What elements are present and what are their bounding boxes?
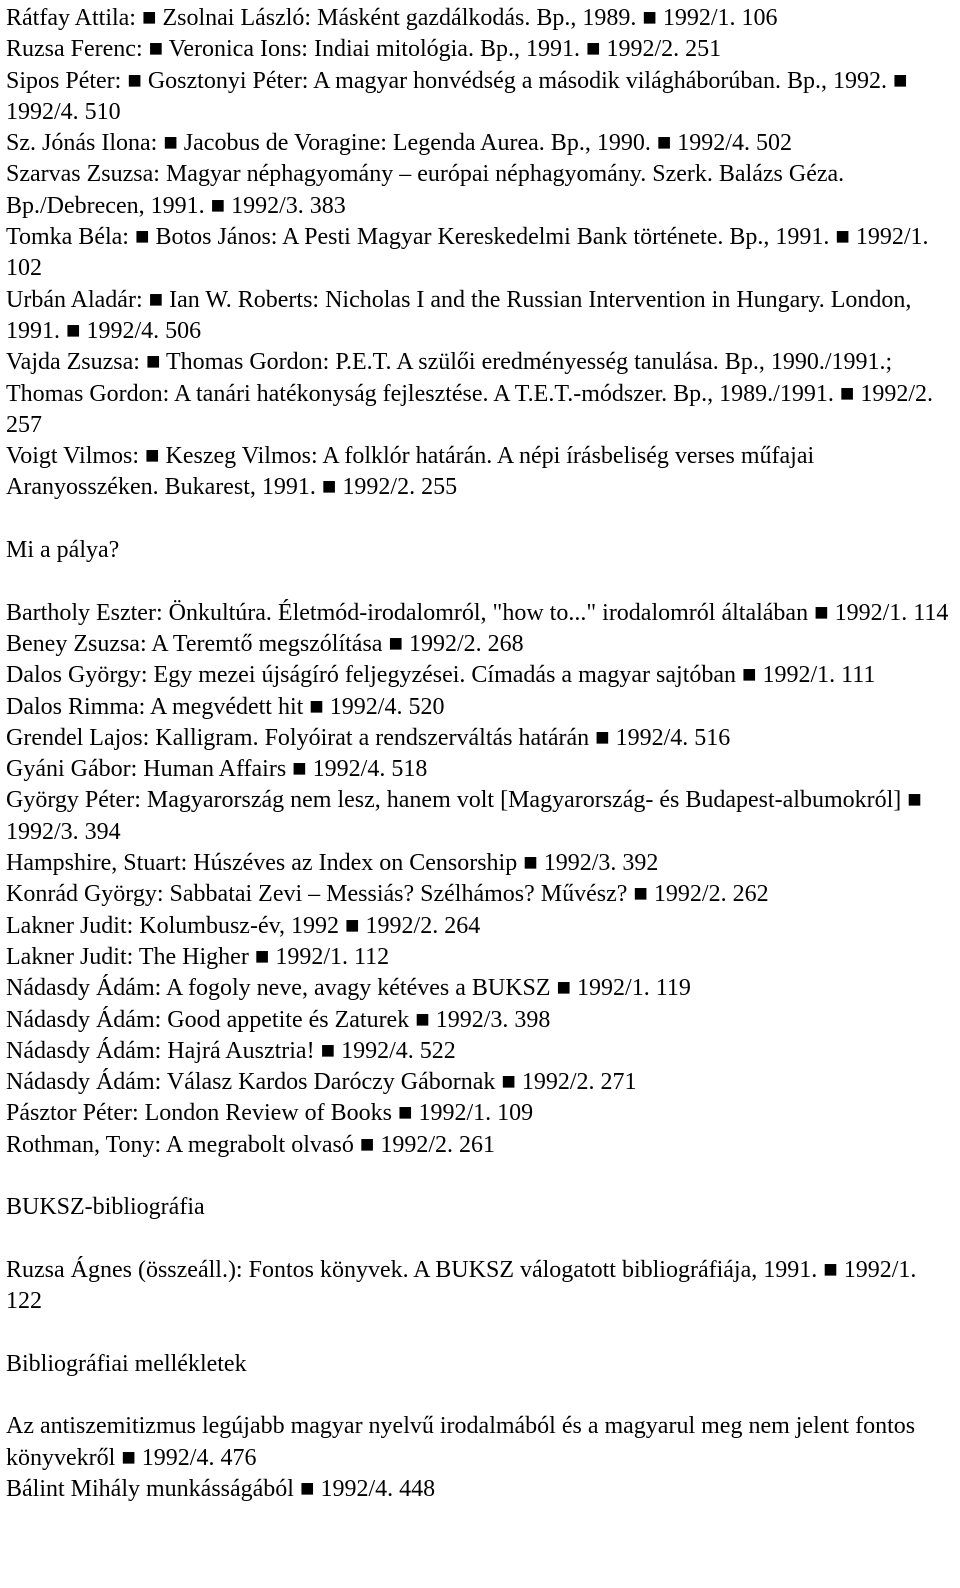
bibliography-entry: Pásztor Péter: London Review of Books ■ 1992/1. 109 [6, 1100, 534, 1127]
bibliography-entry: Bartholy Eszter: Önkultúra. Életmód-irodalomról, "how to..." irodalomról általában ■ 1992/1. 114 [6, 599, 949, 626]
bibliography-entry: Hampshire, Stuart: Húszéves az Index on Censorship ■ 1992/3. 392 [6, 850, 659, 877]
bibliography-entry: Lakner Judit: The Higher ■ 1992/1. 112 [6, 943, 390, 970]
bibliography-entry: Nádasdy Ádám: A fogoly neve, avagy kétéves a BUKSZ ■ 1992/1. 119 [6, 975, 691, 1002]
section-heading-buksz-bibliografia: BUKSZ-bibliográfia [6, 1194, 205, 1221]
bibliography-entry: Voigt Vilmos: ■ Keszeg Vilmos: A folklór határán. A népi írásbeliség verses műfajai Aranyosszéken. Bukarest, 1991. ■ 1992/2. 255 [6, 443, 815, 501]
bibliography-entry: Ruzsa Ágnes (összeáll.): Fontos könyvek. A BUKSZ válogatott bibliográfiája, 1991. ■ 1992/1. 122 [6, 1256, 917, 1315]
section-buksz-bibliografia [6, 1255, 954, 1318]
bibliography-entry: Rothman, Tony: A megrabolt olvasó ■ 1992/2. 261 [6, 1131, 496, 1158]
bibliography-entry: Konrád György: Sabbatai Zevi – Messiás? Szélhámos? Művész? ■ 1992/2. 262 [6, 881, 769, 908]
bibliography-entry: Beney Zsuzsa: A Teremtő megszólítása ■ 1992/2. 268 [6, 630, 524, 657]
bibliography-entry: Grendel Lajos: Kalligram. Folyóirat a rendszerváltás határán ■ 1992/4. 516 [6, 724, 731, 751]
bibliography-entry: Az antiszemitizmus legújabb magyar nyelvű irodalmából és a magyarul meg nem jelent fontos könyvekről ■ 1992/4. 476 [6, 1413, 916, 1471]
section-bibliografiai-mellekletek [6, 1411, 954, 1505]
bibliography-entry: Nádasdy Ádám: Good appetite és Zaturek ■ 1992/3. 398 [6, 1006, 551, 1033]
bibliography-entry: Nádasdy Ádám: Válasz Kardos Daróczy Gábornak ■ 1992/2. 271 [6, 1069, 637, 1096]
bibliography-entry: Tomka Béla: ■ Botos János: A Pesti Magyar Kereskedelmi Bank története. Bp., 1991. ■ 1992/1. 102 [6, 224, 929, 282]
bibliography-entry: Sz. Jónás Ilona: ■ Jacobus de Voragine: Legenda Aurea. Bp., 1990. ■ 1992/4. 502 [6, 130, 792, 157]
section-heading-bibliografiai-mellekletek: Bibliográfiai mellékletek [6, 1350, 247, 1377]
section-mi-a-palya [6, 598, 954, 1161]
bibliography-entry: Nádasdy Ádám: Hajrá Ausztria! ■ 1992/4. 522 [6, 1037, 456, 1064]
bibliography-entry: Sipos Péter: ■ Gosztonyi Péter: A magyar honvédség a második világháborúban. Bp., 1992. ■ 1992/4. 510 [6, 67, 908, 125]
section-reviews [6, 3, 954, 504]
bibliography-entry: Gyáni Gábor: Human Affairs ■ 1992/4. 518 [6, 756, 428, 783]
bibliography-entry: Bálint Mihály munkásságából ■ 1992/4. 448 [6, 1475, 436, 1502]
bibliography-entry: Lakner Judit: Kolumbusz-év, 1992 ■ 1992/2. 264 [6, 912, 481, 939]
bibliography-entry: Szarvas Zsuzsa: Magyar néphagyomány – európai néphagyomány. Szerk. Balázs Géza. Bp./Debrecen, 1991. ■ 1992/3. 383 [6, 161, 845, 219]
bibliography-entry: Urbán Aladár: ■ Ian W. Roberts: Nicholas I and the Russian Intervention in Hungary. London, 1991. ■ 1992/4. 506 [6, 286, 912, 344]
bibliography-entry: Dalos Rimma: A megvédett hit ■ 1992/4. 520 [6, 693, 445, 720]
bibliography-entry: Ruzsa Ferenc: ■ Veronica Ions: Indiai mitológia. Bp., 1991. ■ 1992/2. 251 [6, 36, 722, 63]
bibliography-entry: György Péter: Magyarország nem lesz, hanem volt [Magyarország- és Budapest-albumokról] ■ 1992/3. 394 [6, 787, 922, 845]
section-heading-mi-a-palya: Mi a pálya? [6, 537, 120, 564]
bibliography-entry: Dalos György: Egy mezei újságíró feljegyzései. Címadás a magyar sajtóban ■ 1992/1. 111 [6, 662, 876, 689]
bibliography-entry: Rátfay Attila: ■ Zsolnai László: Másként gazdálkodás. Bp., 1989. ■ 1992/1. 106 [6, 5, 778, 31]
bibliography-entry: Vajda Zsuzsa: ■ Thomas Gordon: P.E.T. A szülői eredményesség tanulása. Bp., 1990./1991.; Thomas Gordon: A tanári hatékonyság fejlesztése. A T.E.T.-módszer. Bp., 1989./1991. ■ 1992/2. 257 [6, 349, 934, 438]
